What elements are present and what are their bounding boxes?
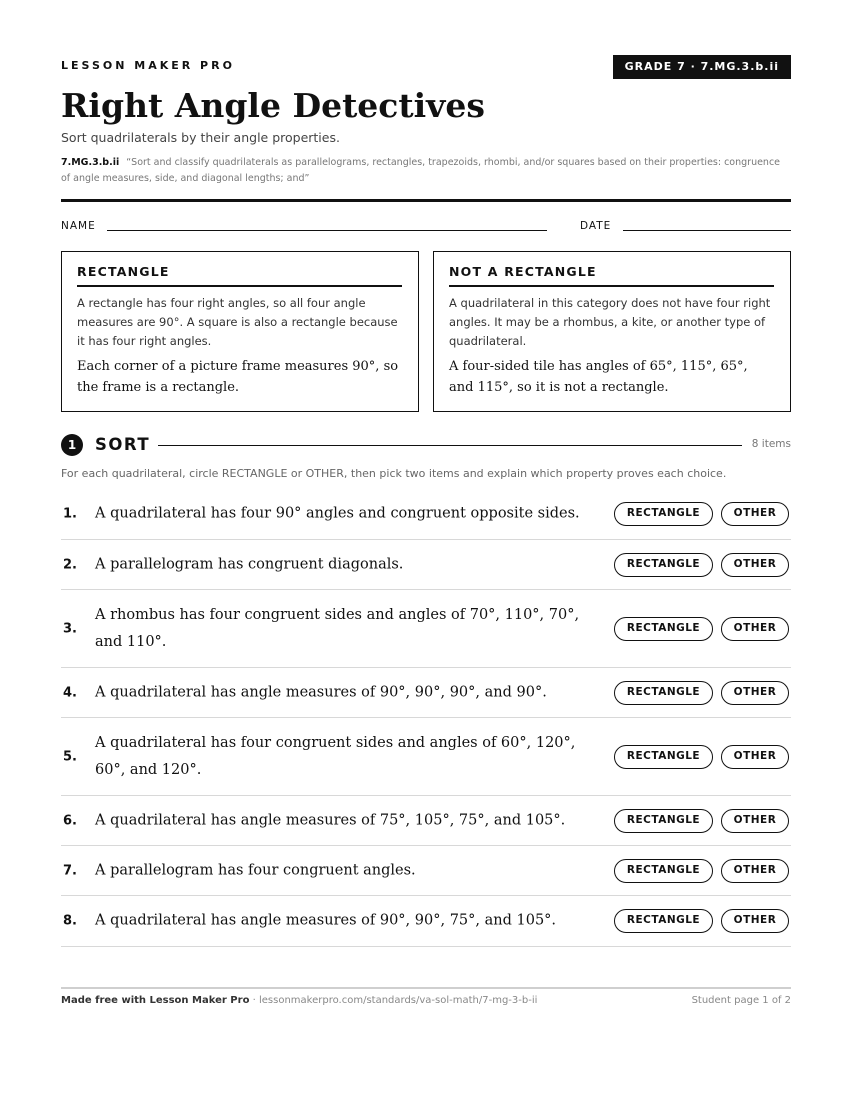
question-row (61, 668, 791, 718)
card-title: NOT A RECTANGLE (449, 264, 774, 287)
footer-separator: · (249, 995, 259, 1006)
question-text: A quadrilateral has four 90° angles and congruent opposite sides. (95, 505, 580, 522)
card-not-rectangle (433, 251, 791, 412)
other-option[interactable]: OTHER (721, 681, 789, 705)
question-row (61, 540, 791, 590)
question-text: A quadrilateral has angle measures of 90°, 90°, 90°, and 90°. (95, 684, 547, 700)
footer-made-with: Made free with Lesson Maker Pro (61, 995, 250, 1006)
question-number: 3. (63, 621, 77, 636)
answer-options (614, 502, 789, 526)
standard-text: “Sort and classify quadrilaterals as parallelograms, rectangles, trapezoids, rhombi, and/or squares based on their properties: congruence of angle measures, side, and diagonal lengths; and” (61, 157, 781, 184)
step-number-badge: 1 (61, 434, 83, 456)
question-number: 7. (63, 863, 77, 878)
card-example: A four-sided tile has angles of 65°, 115°, 65°, and 115°, so it is not a rectangle. (449, 359, 748, 395)
question-number: 8. (63, 913, 77, 929)
question-text: A parallelogram has four congruent angles. (95, 862, 416, 878)
question-row (61, 590, 791, 668)
other-option[interactable]: OTHER (721, 502, 789, 526)
name-label: NAME (61, 220, 96, 232)
answer-options (614, 553, 789, 577)
other-option[interactable]: OTHER (721, 745, 789, 769)
other-option[interactable]: OTHER (721, 617, 789, 641)
other-option[interactable]: OTHER (721, 909, 789, 933)
rectangle-option[interactable]: RECTANGLE (614, 809, 713, 833)
answer-options (614, 681, 789, 705)
page-subtitle: Sort quadrilaterals by their angle properties. (61, 130, 340, 145)
section-divider (158, 445, 742, 446)
question-row (61, 846, 791, 896)
item-list (61, 489, 791, 947)
date-field[interactable] (623, 230, 791, 231)
question-number: 1. (63, 506, 77, 522)
question-text: A quadrilateral has angle measures of 90°, 90°, 75°, and 105°. (95, 912, 557, 929)
card-description: A rectangle has four right angles, so all four angle measures are 90°. A square is also a rectangle because it has four right angles. (77, 296, 398, 348)
question-row (61, 796, 791, 846)
rectangle-option[interactable]: RECTANGLE (614, 859, 713, 883)
card-rectangle (61, 251, 419, 412)
grade-badge: GRADE 7 · 7.MG.3.b.ii (613, 55, 791, 79)
answer-options (614, 617, 789, 641)
footer-url[interactable]: lessonmakerpro.com/standards/va-sol-math/7-mg-3-b-ii (258, 995, 538, 1006)
question-text: A rhombus has four congruent sides and angles of 70°, 110°, 70°, and 110°. (95, 606, 580, 650)
header-top (61, 55, 791, 79)
answer-options (614, 745, 789, 769)
card-title: RECTANGLE (77, 264, 402, 287)
question-row (61, 896, 791, 947)
date-label: DATE (580, 220, 612, 232)
section-instructions: For each quadrilateral, circle RECTANGLE or OTHER, then pick two items and explain which property proves each choice. (61, 467, 727, 480)
other-option[interactable]: OTHER (721, 553, 789, 577)
page-title: Right Angle Detectives (61, 86, 485, 125)
brand-logo-text: LESSON MAKER PRO (61, 59, 235, 72)
header-divider (61, 199, 791, 202)
card-description: A quadrilateral in this category does not have four right angles. It may be a rhombus, a kite, or another type of quadrilateral. (449, 296, 771, 348)
footer-page-number: Student page 1 of 2 (691, 995, 791, 1006)
question-number: 4. (63, 685, 77, 700)
footer-divider (61, 987, 791, 989)
rectangle-option[interactable]: RECTANGLE (614, 745, 713, 769)
question-number: 2. (63, 557, 77, 572)
answer-options (614, 909, 789, 933)
rectangle-option[interactable]: RECTANGLE (614, 502, 713, 526)
other-option[interactable]: OTHER (721, 859, 789, 883)
rectangle-option[interactable]: RECTANGLE (614, 909, 713, 933)
question-number: 6. (63, 813, 77, 828)
other-option[interactable]: OTHER (721, 809, 789, 833)
section-title: SORT (95, 435, 151, 454)
rectangle-option[interactable]: RECTANGLE (614, 553, 713, 577)
name-date-row (61, 220, 791, 234)
section-header-sort (61, 434, 791, 456)
question-text: A quadrilateral has four congruent sides and angles of 60°, 120°, 60°, and 120°. (95, 734, 576, 778)
card-example: Each corner of a picture frame measures 90°, so the frame is a rectangle. (77, 359, 399, 395)
rectangle-option[interactable]: RECTANGLE (614, 617, 713, 641)
item-count: 8 items (751, 438, 791, 450)
question-text: A parallelogram has congruent diagonals. (95, 556, 404, 572)
footer-credit (61, 995, 537, 1006)
name-field[interactable] (107, 230, 547, 231)
question-text: A quadrilateral has angle measures of 75°, 105°, 75°, and 105°. (95, 812, 566, 828)
question-number: 5. (63, 749, 77, 764)
standard-code: 7.MG.3.b.ii (61, 157, 120, 168)
standard-statement (61, 155, 791, 187)
answer-options (614, 809, 789, 833)
worksheet-page (61, 0, 791, 1100)
question-row (61, 489, 791, 540)
answer-options (614, 859, 789, 883)
question-row (61, 718, 791, 796)
rectangle-option[interactable]: RECTANGLE (614, 681, 713, 705)
